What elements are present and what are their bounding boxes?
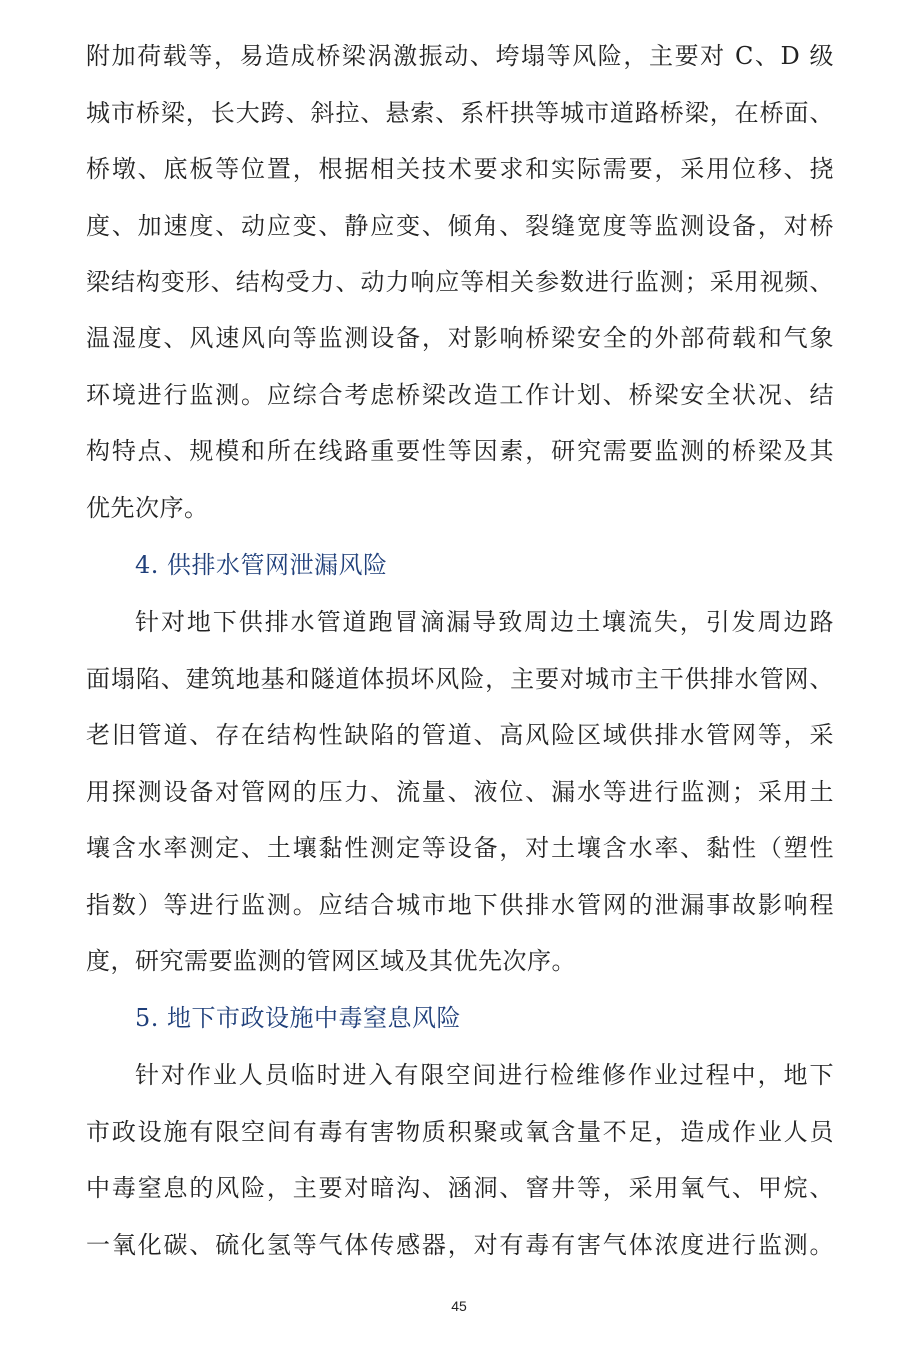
paragraph-line: 环境进行监测。应综合考虑桥梁改造工作计划、桥梁安全状况、结	[86, 381, 834, 409]
paragraph-line: 针对作业人员临时进入有限空间进行检维修作业过程中，地下	[135, 1061, 834, 1089]
paragraph-line: 壤含水率测定、土壤黏性测定等设备，对土壤含水率、黏性（塑性	[86, 834, 834, 862]
paragraph-line: 附加荷载等，易造成桥梁涡激振动、垮塌等风险，主要对 C、D 级	[86, 42, 834, 70]
paragraph-line: 梁结构变形、结构受力、动力响应等相关参数进行监测；采用视频、	[86, 268, 834, 296]
paragraph-line: 优先次序。	[86, 494, 209, 522]
paragraph-line: 城市桥梁，长大跨、斜拉、悬索、系杆拱等城市道路桥梁，在桥面、	[86, 99, 834, 127]
paragraph-line: 一氧化碳、硫化氢等气体传感器，对有毒有害气体浓度进行监测。	[86, 1231, 834, 1259]
paragraph-line: 温湿度、风速风向等监测设备，对影响桥梁安全的外部荷载和气象	[86, 324, 834, 352]
paragraph-line: 针对地下供排水管道跑冒滴漏导致周边土壤流失，引发周边路	[135, 608, 834, 636]
paragraph-line: 中毒窒息的风险，主要对暗沟、涵洞、窨井等，采用氧气、甲烷、	[86, 1174, 834, 1202]
page-number: 45	[451, 1298, 467, 1314]
paragraph-line: 老旧管道、存在结构性缺陷的管道、高风险区域供排水管网等，采	[86, 721, 834, 749]
paragraph-line: 度、加速度、动应变、静应变、倾角、裂缝宽度等监测设备，对桥	[86, 212, 834, 240]
paragraph-line: 度，研究需要监测的管网区域及其优先次序。	[86, 947, 576, 975]
paragraph-line: 指数）等进行监测。应结合城市地下供排水管网的泄漏事故影响程	[86, 891, 834, 919]
paragraph-line: 构特点、规模和所在线路重要性等因素，研究需要监测的桥梁及其	[86, 437, 834, 465]
paragraph-line: 用探测设备对管网的压力、流量、液位、漏水等进行监测；采用土	[86, 778, 834, 806]
paragraph-line: 面塌陷、建筑地基和隧道体损坏风险，主要对城市主干供排水管网、	[86, 665, 834, 693]
paragraph-line: 桥墩、底板等位置，根据相关技术要求和实际需要，采用位移、挠	[86, 155, 834, 183]
section-heading-5: 5. 地下市政设施中毒窒息风险	[135, 1004, 462, 1032]
section-heading-4: 4. 供排水管网泄漏风险	[135, 551, 388, 579]
paragraph-line: 市政设施有限空间有毒有害物质积聚或氧含量不足，造成作业人员	[86, 1118, 834, 1146]
